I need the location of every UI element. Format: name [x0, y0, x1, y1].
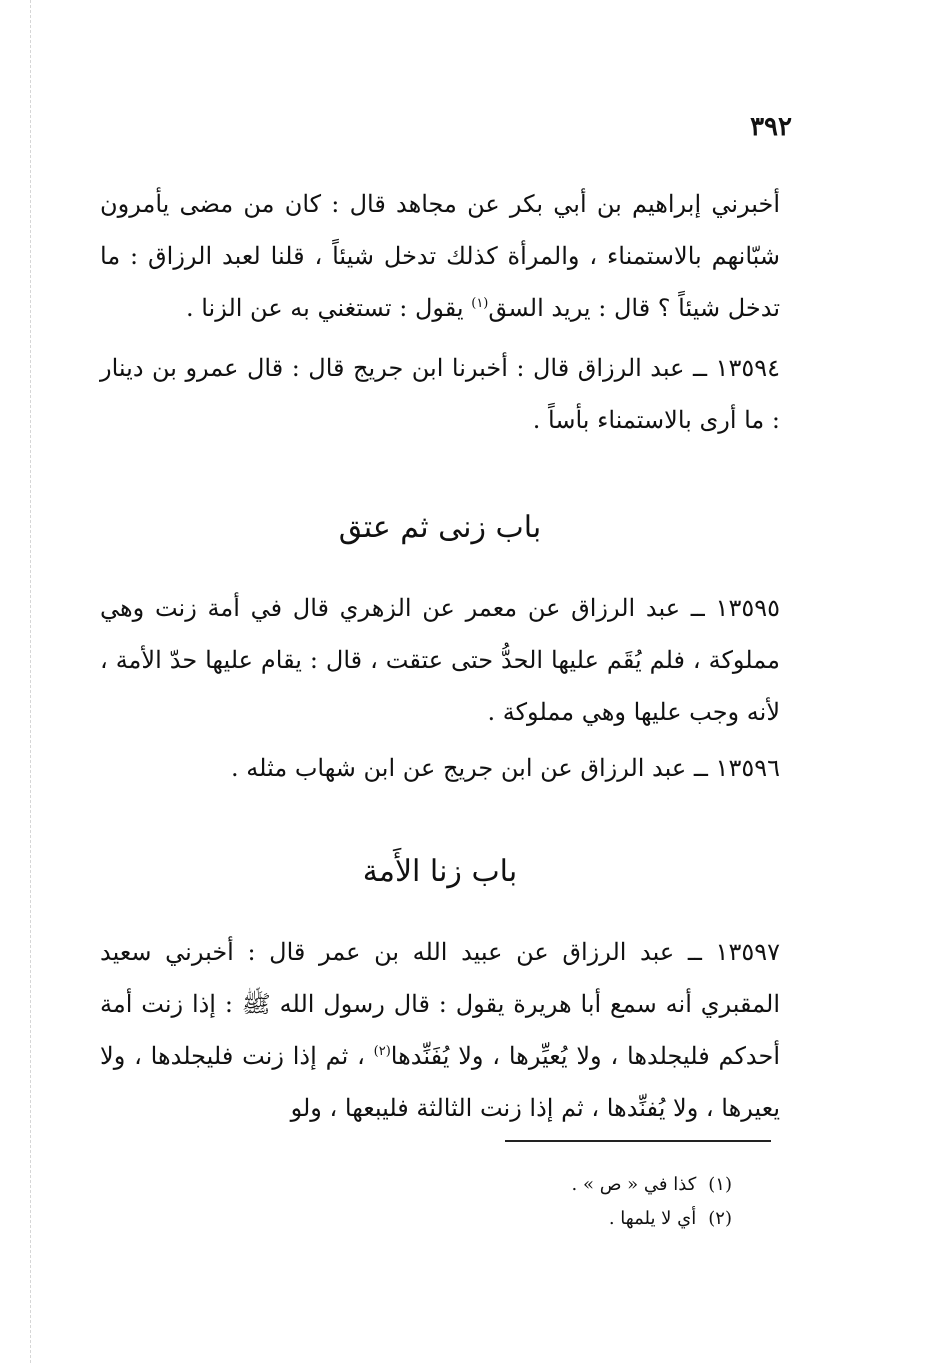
footnote-number: (٢) — [708, 1208, 732, 1229]
footnote-ref-1: (١) — [471, 296, 489, 311]
scan-margin-line — [30, 0, 31, 1363]
hadith-13597 — [100, 926, 780, 1134]
chapter-heading-2: باب زنا الأَمة — [362, 854, 518, 889]
hadith-13596 — [100, 742, 780, 794]
footnote-number: (١) — [708, 1174, 732, 1195]
page-number: ٣٩٢ — [750, 112, 792, 142]
footnote-text: أي لا يلمها . — [608, 1208, 697, 1229]
footnote-ref-2: (٢) — [373, 1044, 391, 1059]
paragraph-text: أخبرني إبراهيم بن أبي بكر عن مجاهد قال : كان من مضى يأمرون شبّانهم بالاستمناء ، والمرأة كذلك تدخل شيئاً ، قلنا لعبد الرزاق : ما تدخل شيئاً ؟ قال : يريد السق — [100, 190, 780, 322]
chapter-heading-1: باب زنى ثم عتق — [338, 510, 542, 545]
paragraph-text: ١٣٥٩٦ ــ عبد الرزاق عن ابن جريج عن ابن شهاب مثله . — [231, 754, 780, 782]
paragraph-text: ١٣٥٩٥ ــ عبد الرزاق عن معمر عن الزهري قال في أمة زنت وهي مملوكة ، فلم يُقَم عليها الحدُّ حتى عتقت ، قال : يقام عليها حدّ الأمة ، لأنه وجب عليها وهي مملوكة . — [100, 594, 780, 726]
footnote-1 — [432, 1168, 732, 1202]
paragraph-continuation — [100, 178, 780, 334]
paragraph-text-tail: ، ثم إذا زنت فليجلدها ، ولا يعيرها ، ولا يُفنِّدها ، ثم إذا زنت الثالثة فليبعها ، ولو — [100, 1042, 780, 1122]
footnote-text: كذا في « ص » . — [571, 1174, 697, 1195]
paragraph-text: ١٣٥٩٤ ــ عبد الرزاق قال : أخبرنا ابن جريج قال : قال عمرو بن دينار : ما أرى بالاستمناء بأساً . — [100, 354, 780, 434]
paragraph-text-tail: يقول : تستغني به عن الزنا . — [185, 294, 472, 322]
footnote-separator — [505, 1140, 771, 1142]
footnotes — [432, 1168, 732, 1236]
hadith-13594 — [100, 342, 780, 446]
paragraph-text: ١٣٥٩٧ ــ عبد الرزاق عن عبيد الله بن عمر قال : أخبرني سعيد المقبري أنه سمع أبا هريرة يقول : قال رسول الله ﷺ : إذا زنت أمة أحدكم فليجلدها ، ولا يُعيِّرها ، ولا يُفَنِّدها — [100, 938, 780, 1070]
footnote-2 — [432, 1202, 732, 1236]
hadith-13595 — [100, 582, 780, 738]
